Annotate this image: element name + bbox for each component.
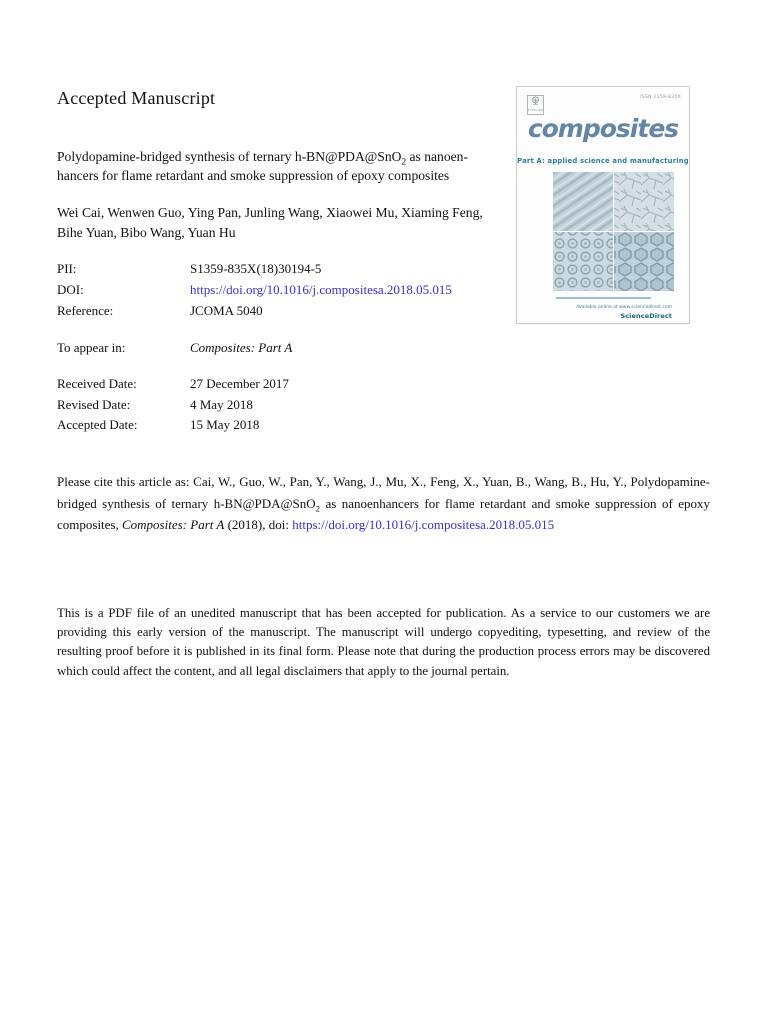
appear-in-label: To appear in: [57, 340, 126, 355]
meta-row-doi [57, 279, 452, 300]
available-online-text: Available online at www.sciencedirect.com [576, 305, 672, 310]
disclaimer-paragraph: This is a PDF file of an unedited manuscript that has been accepted for publication. As a service to our customers we are providing this early version of the manuscript. The manuscript will undergo copyediting, typesetting, and review of the resulting proof before it is published in its final form. Please note that during the production process errors may be discovered which could affect the content, and all legal disclaimers that apply to the journal pertain. [57, 605, 710, 678]
accepted-date-row [57, 415, 289, 436]
journal-subtitle: Part A: applied science and manufacturing [517, 157, 689, 165]
accepted-date-label: Accepted Date: [57, 417, 138, 432]
manuscript-dates [57, 374, 289, 436]
elsevier-label: ELSEVIER [527, 108, 544, 112]
appear-in-row [57, 338, 292, 358]
manuscript-meta [57, 258, 452, 321]
doi-link[interactable]: https://doi.org/10.1016/j.compositesa.2018.05.015 [190, 282, 452, 297]
citation-doi-link[interactable]: https://doi.org/10.1016/j.compositesa.2018.05.015 [292, 517, 555, 532]
pii-label: PII: [57, 261, 77, 276]
authors-line1: Wei Cai, Wenwen Guo, Ying Pan, Junling Wang, Xiaowei Mu, Xiaming Feng, [57, 205, 483, 220]
reference-label: Reference: [57, 303, 114, 318]
revised-date-value: 4 May 2018 [190, 396, 253, 412]
subscript-2: 2 [315, 503, 321, 514]
article-authors [57, 203, 527, 243]
article-title-line1: Polydopamine-bridged synthesis of ternary h-BN@PDA@SnO$_2$ as nanoen- [57, 149, 468, 167]
cover-issn: ISSN 1359-835X [640, 95, 681, 100]
received-date-value: 27 December 2017 [190, 376, 289, 391]
revised-date-row [57, 395, 289, 416]
accepted-date-value: 15 May 2018 [190, 417, 260, 432]
subscript-2: 2 [401, 156, 407, 167]
appear-in-value: Composites: Part A [190, 340, 293, 355]
citation-journal-name: Composites: Part A [122, 517, 225, 532]
journal-cover [516, 86, 690, 324]
reference-value: JCOMA 5040 [190, 303, 263, 318]
received-date-label: Received Date: [57, 376, 137, 391]
elsevier-logo [527, 95, 544, 115]
elsevier-tree-icon [530, 96, 541, 107]
meta-row-reference [57, 300, 452, 321]
sciencedirect-logo: ScienceDirect [620, 312, 672, 320]
cover-micrograph-grid [553, 172, 674, 291]
page-title: Accepted Manuscript [57, 88, 216, 108]
article-title-line2: hancers for flame retardant and smoke suppression of epoxy composites [57, 168, 450, 183]
received-date-row [57, 374, 289, 395]
article-title [57, 147, 527, 185]
revised-date-label: Revised Date: [57, 396, 131, 412]
citation-paragraph: Please cite this article as: Cai, W., Guo, W., Pan, Y., Wang, J., Mu, X., Feng, X., Yuan, B., Wang, B., Hu, Y., Polydopamine-bridged synthesis of ternary h-BN@PDA@SnO$_2$ as nanoenhancers for flame retardant and smoke suppression of epoxy composites, Composites: Part A (2018), doi: https://doi.org/10.1016/j.compositesa.2018.05.015 [57, 474, 710, 532]
journal-wordmark: composites [527, 114, 679, 143]
doi-label: DOI: [57, 282, 84, 297]
meta-row-pii [57, 258, 452, 279]
authors-line2: Bihe Yuan, Bibo Wang, Yuan Hu [57, 225, 236, 240]
pii-value: S1359-835X(18)30194-5 [190, 261, 322, 276]
cover-caption-line [556, 297, 651, 299]
